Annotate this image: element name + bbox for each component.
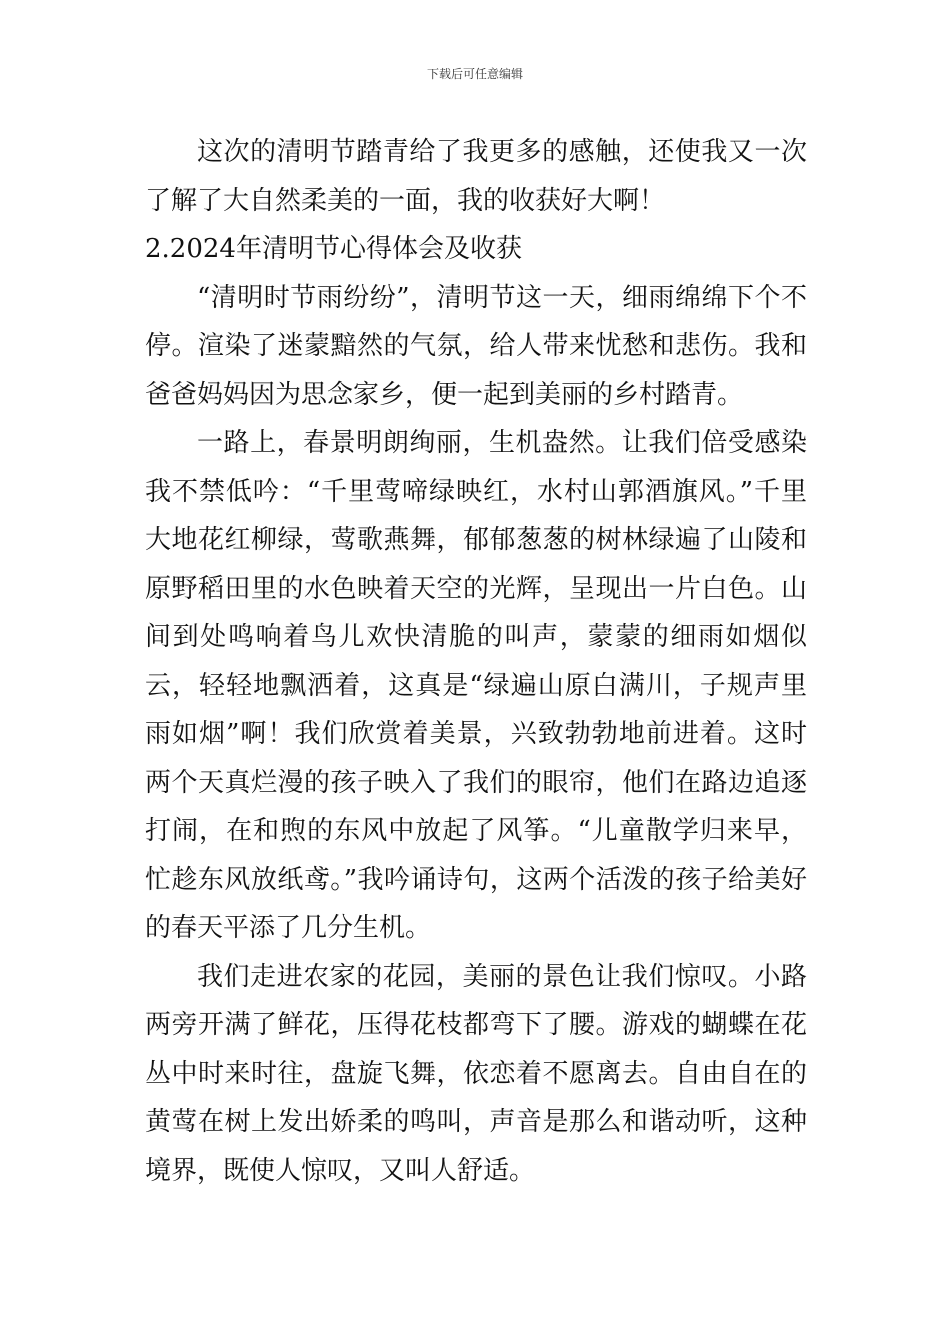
page-header: 下载后可任意编辑	[426, 67, 523, 81]
paragraph-2: “清明时节雨纷纷”，清明节这一天，细雨绵绵下个不停。渲染了迷蒙黯然的气氛，给人带来忧愁和悲伤。我和爸爸妈妈因为思念家乡，便一起到美丽的乡村踏青。	[145, 282, 807, 410]
section-heading: 2.2024年清明节心得体会及收获	[145, 234, 522, 264]
paragraph-1: 这次的清明节踏青给了我更多的感触，还使我又一次了解了大自然柔美的一面，我的收获好大啊！	[145, 137, 807, 216]
document-body	[145, 128, 807, 1195]
paragraph-3: 一路上，春景明朗绚丽，生机盎然。让我们倍受感染我不禁低吟：“千里莺啼绿映红，水村山郭酒旗风。”千里大地花红柳绿，莺歌燕舞，郁郁葱葱的树林绿遍了山陵和原野稻田里的水色映着天空的光辉，呈现出一片白色。山间到处鸣响着鸟儿欢快清脆的叫声，蒙蒙的细雨如烟似云，轻轻地飘洒着，这真是“绿遍山原白满川，子规声里雨如烟”啊！我们欣赏着美景，兴致勃勃地前进着。这时两个天真烂漫的孩子映入了我们的眼帘，他们在路边追逐打闹，在和煦的东风中放起了风筝。“儿童散学归来早，忙趁东风放纸鸢。”我吟诵诗句，这两个活泼的孩子给美好的春天平添了几分生机。	[145, 428, 807, 943]
paragraph-4: 我们走进农家的花园，美丽的景色让我们惊叹。小路两旁开满了鲜花，压得花枝都弯下了腰。游戏的蝴蝶在花丛中时来时往，盘旋飞舞，依恋着不愿离去。自由自在的黄莺在树上发出娇柔的鸣叫，声音是那么和谐动听，这种境界，既使人惊叹，又叫人舒适。	[145, 961, 807, 1186]
